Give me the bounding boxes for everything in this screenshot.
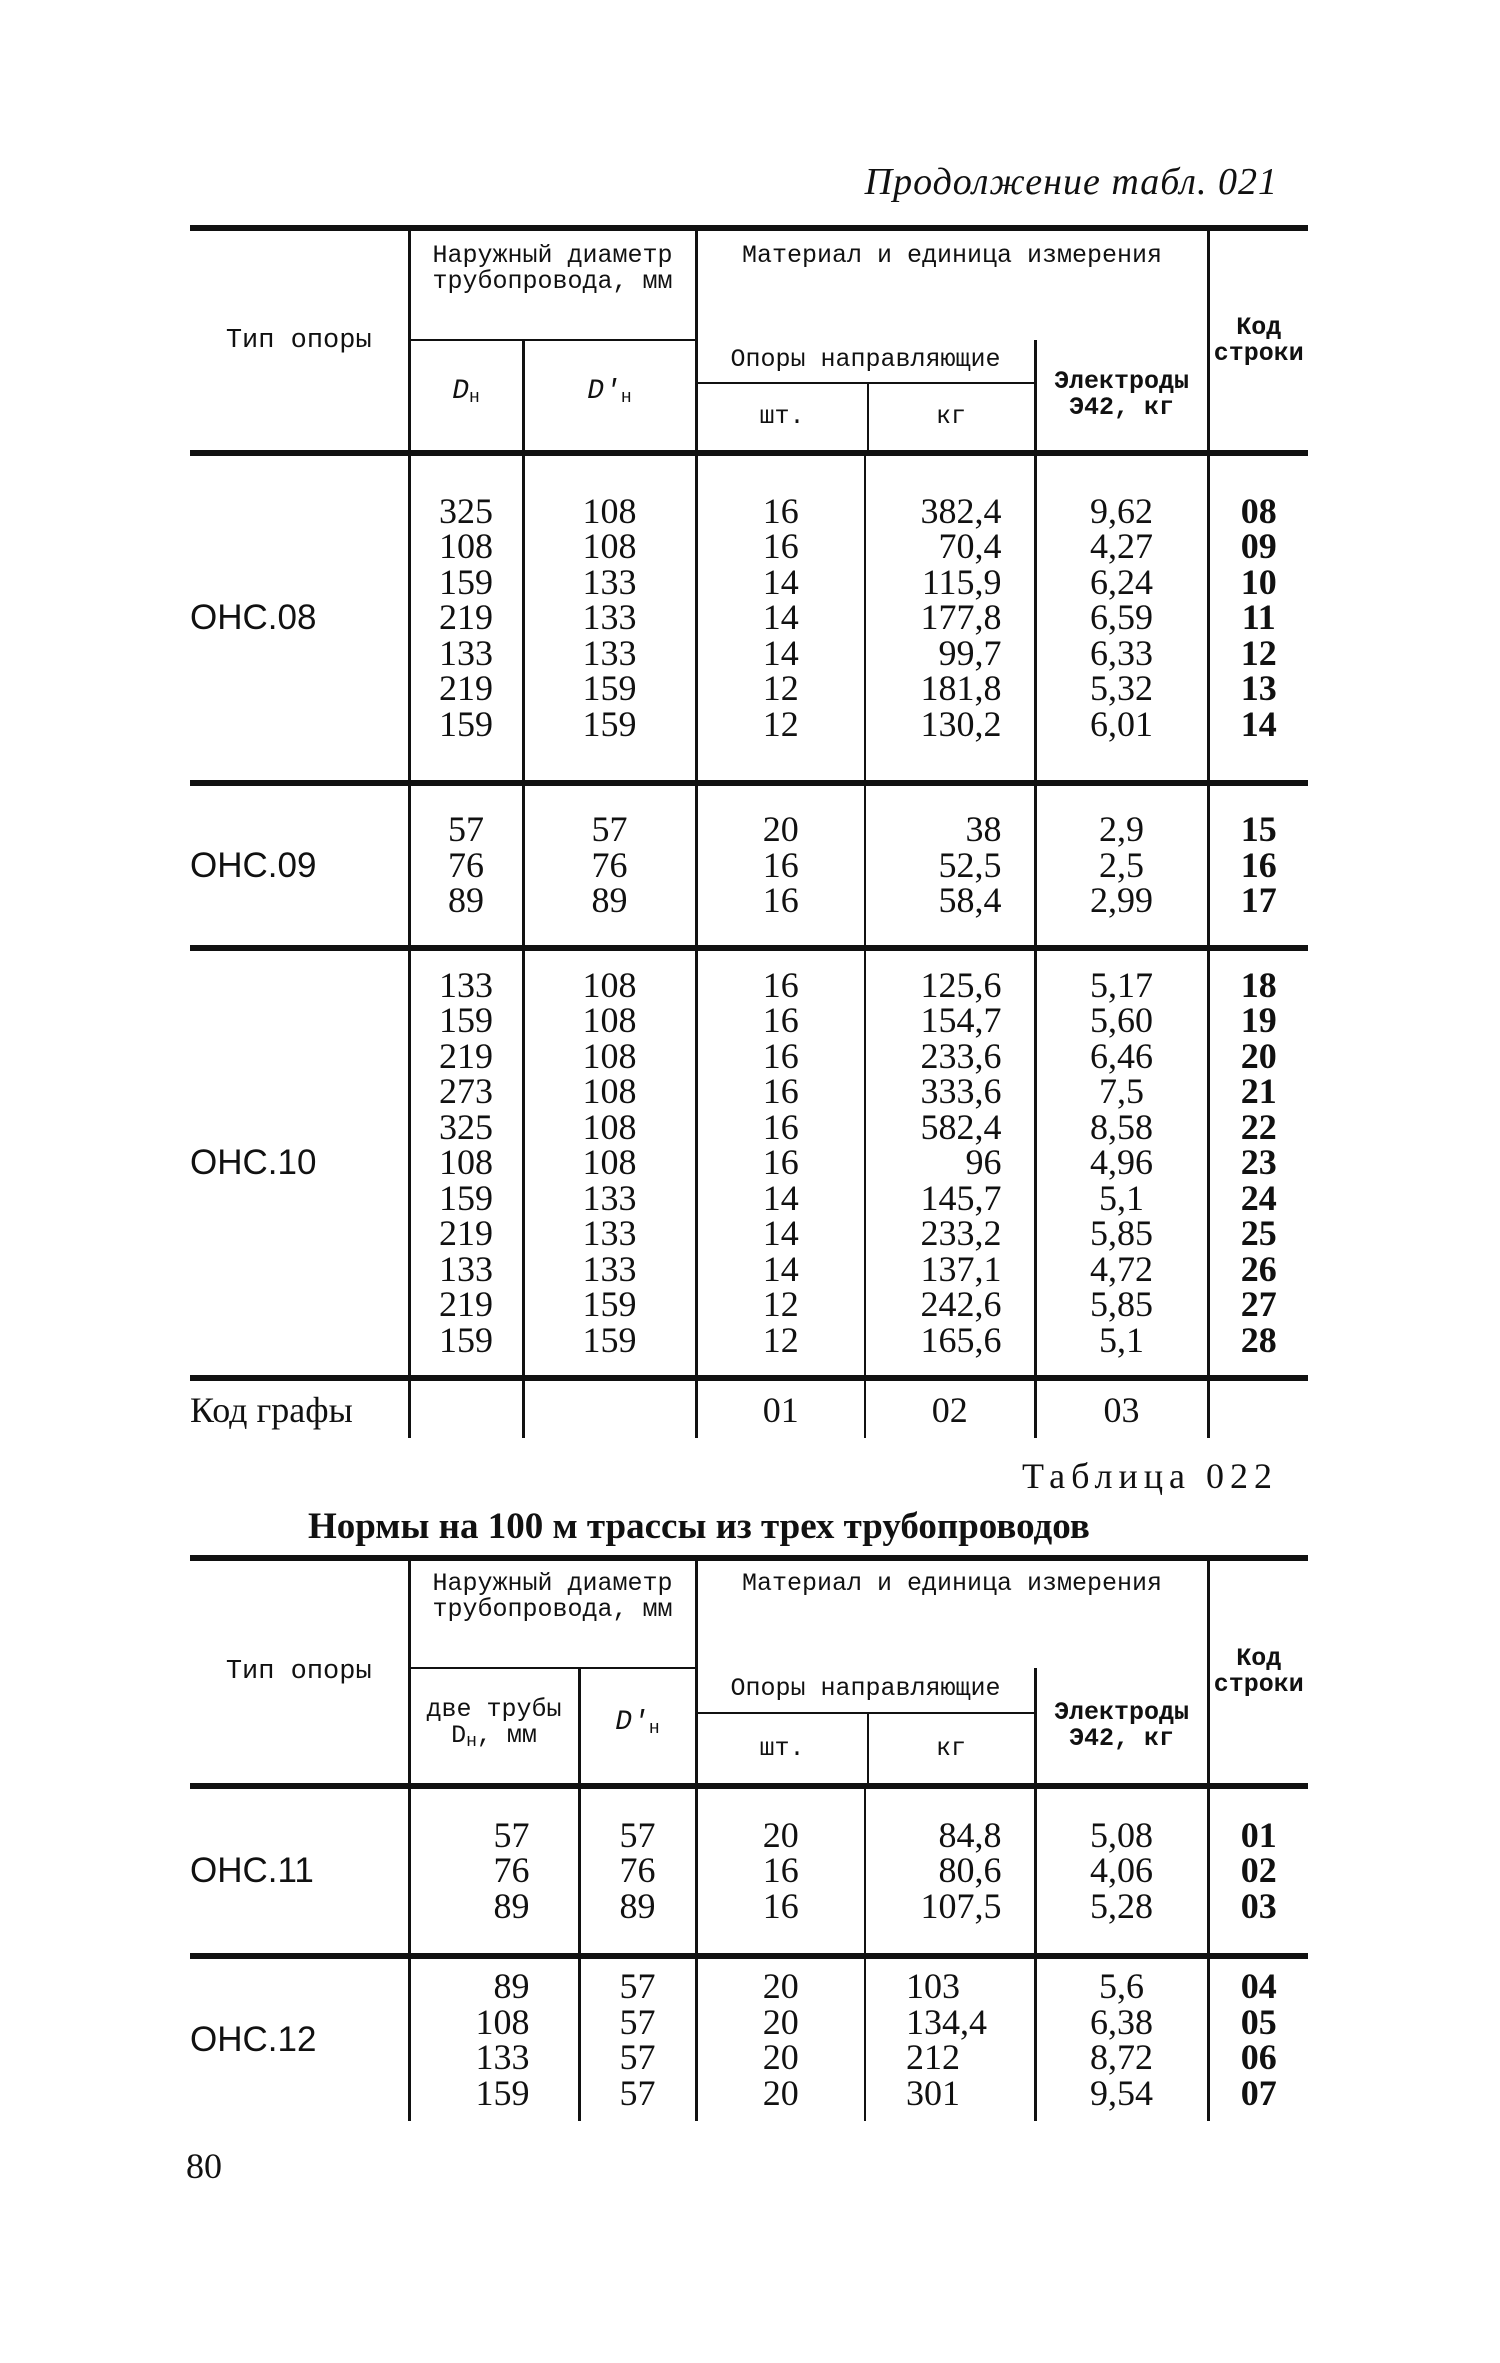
dn-values: 57 76 89	[409, 783, 523, 948]
footer-label: Код графы	[190, 1389, 353, 1430]
table-022	[190, 1555, 1308, 2121]
pcs-values: 20 16 16	[696, 1786, 865, 1956]
header-kg: кг	[867, 384, 1034, 450]
table-022-label: Таблица 022	[1022, 1456, 1278, 1496]
type-label: ОНС.12	[190, 2020, 317, 2059]
kg-values: 382,4 70,4 115,9 177,8 99,7 181,8 130,2	[865, 453, 1035, 783]
pcs-values: 16 16 14 14 14 12 12	[696, 453, 865, 783]
kg-values: 125,6 154,7 233,6 333,6 582,4 96 145,7 233,2 137,1 242,6 165,6	[865, 948, 1035, 1378]
kg-values: 103 134,4 212 301	[865, 1956, 1035, 2121]
header-type: Тип опоры	[225, 325, 372, 356]
electrode-values: 5,6 6,38 8,72 9,54	[1035, 1956, 1208, 2121]
header-material: Материал и единица измерения	[696, 1558, 1208, 1668]
row-code-values: 04 05 06 07	[1208, 1956, 1308, 2121]
header-supports-block	[696, 1668, 1035, 1786]
header-supports: Опоры направляющие	[698, 1668, 1034, 1714]
electrode-values: 9,62 4,27 6,24 6,59 6,33 5,32 6,01	[1035, 453, 1208, 783]
dn-values: 89 108 133 159	[409, 1956, 579, 2121]
row-code-values: 01 02 03	[1208, 1786, 1308, 1956]
header-electrodes: Электроды Э42, кг	[1035, 340, 1208, 453]
footer-col-02: 02	[865, 1378, 1035, 1438]
electrode-values: 2,9 2,5 2,99	[1035, 783, 1208, 948]
pcs-values: 16 16 16 16 16 16 14 14 14 12 12	[696, 948, 865, 1378]
continuation-title: Продолжение табл. 021	[864, 161, 1278, 203]
header-row-code: Код строки	[1208, 1558, 1308, 1786]
kg-values: 38 52,5 58,4	[865, 783, 1035, 948]
dn-prime-values: 108 108 133 133 133 159 159	[523, 453, 696, 783]
dn-values: 133 159 219 273 325 108 159 219 133 219 159	[409, 948, 523, 1378]
header-electrodes: Электроды Э42, кг	[1035, 1668, 1208, 1786]
header-row-code: Код строки	[1208, 228, 1308, 453]
row-code-values: 15 16 17	[1208, 783, 1308, 948]
dn-prime-values: 108 108 108 108 108 108 133 133 133 159 159	[523, 948, 696, 1378]
type-label: ОНС.08	[190, 598, 317, 637]
header-two-pipes: две трубы $D_н$, мм	[409, 1668, 579, 1786]
footer-col-01: 01	[696, 1378, 865, 1438]
header-dn-prime: $D'_н$	[523, 340, 696, 453]
footer-col-03: 03	[1035, 1378, 1208, 1438]
kg-values: 84,8 80,6 107,5	[865, 1786, 1035, 1956]
header-diameter: Наружный диаметр трубопровода, мм	[409, 1558, 696, 1668]
header-supports: Опоры направляющие	[698, 340, 1034, 384]
dn-prime-values: 57 57 57 57	[579, 1956, 696, 2121]
type-label: ОНС.10	[190, 1143, 317, 1182]
header-kg: кг	[867, 1714, 1034, 1783]
pcs-values: 20 20 20 20	[696, 1956, 865, 2121]
dn-prime-values: 57 76 89	[523, 783, 696, 948]
table-021	[190, 225, 1308, 1438]
table-022-title: Нормы на 100 м трассы из трех трубопроводов	[308, 1506, 1090, 1547]
dn-values: 325 108 159 219 133 219 159	[409, 453, 523, 783]
header-diameter: Наружный диаметр трубопровода, мм	[409, 228, 696, 340]
header-material: Материал и единица измерения	[696, 228, 1208, 340]
header-dn: $D_н$	[409, 340, 523, 453]
dn-values: 57 76 89	[409, 1786, 579, 1956]
header-pcs: шт.	[759, 402, 805, 431]
header-pcs: шт.	[759, 1734, 805, 1763]
header-dn-prime: $D'_н$	[579, 1668, 696, 1786]
electrode-values: 5,08 4,06 5,28	[1035, 1786, 1208, 1956]
header-supports-block	[696, 340, 1035, 453]
electrode-values: 5,17 5,60 6,46 7,5 8,58 4,96 5,1 5,85 4,72 5,85 5,1	[1035, 948, 1208, 1378]
pcs-values: 20 16 16	[696, 783, 865, 948]
page-number: 80	[186, 2146, 222, 2186]
type-label: ОНС.09	[190, 845, 317, 885]
row-code-values: 18 19 20 21 22 23 24 25 26 27 28	[1208, 948, 1308, 1378]
dn-prime-values: 57 76 89	[579, 1786, 696, 1956]
row-code-values: 08 09 10 11 12 13 14	[1208, 453, 1308, 783]
type-label: ОНС.11	[190, 1851, 314, 1890]
header-type: Тип опоры	[225, 1657, 372, 1687]
